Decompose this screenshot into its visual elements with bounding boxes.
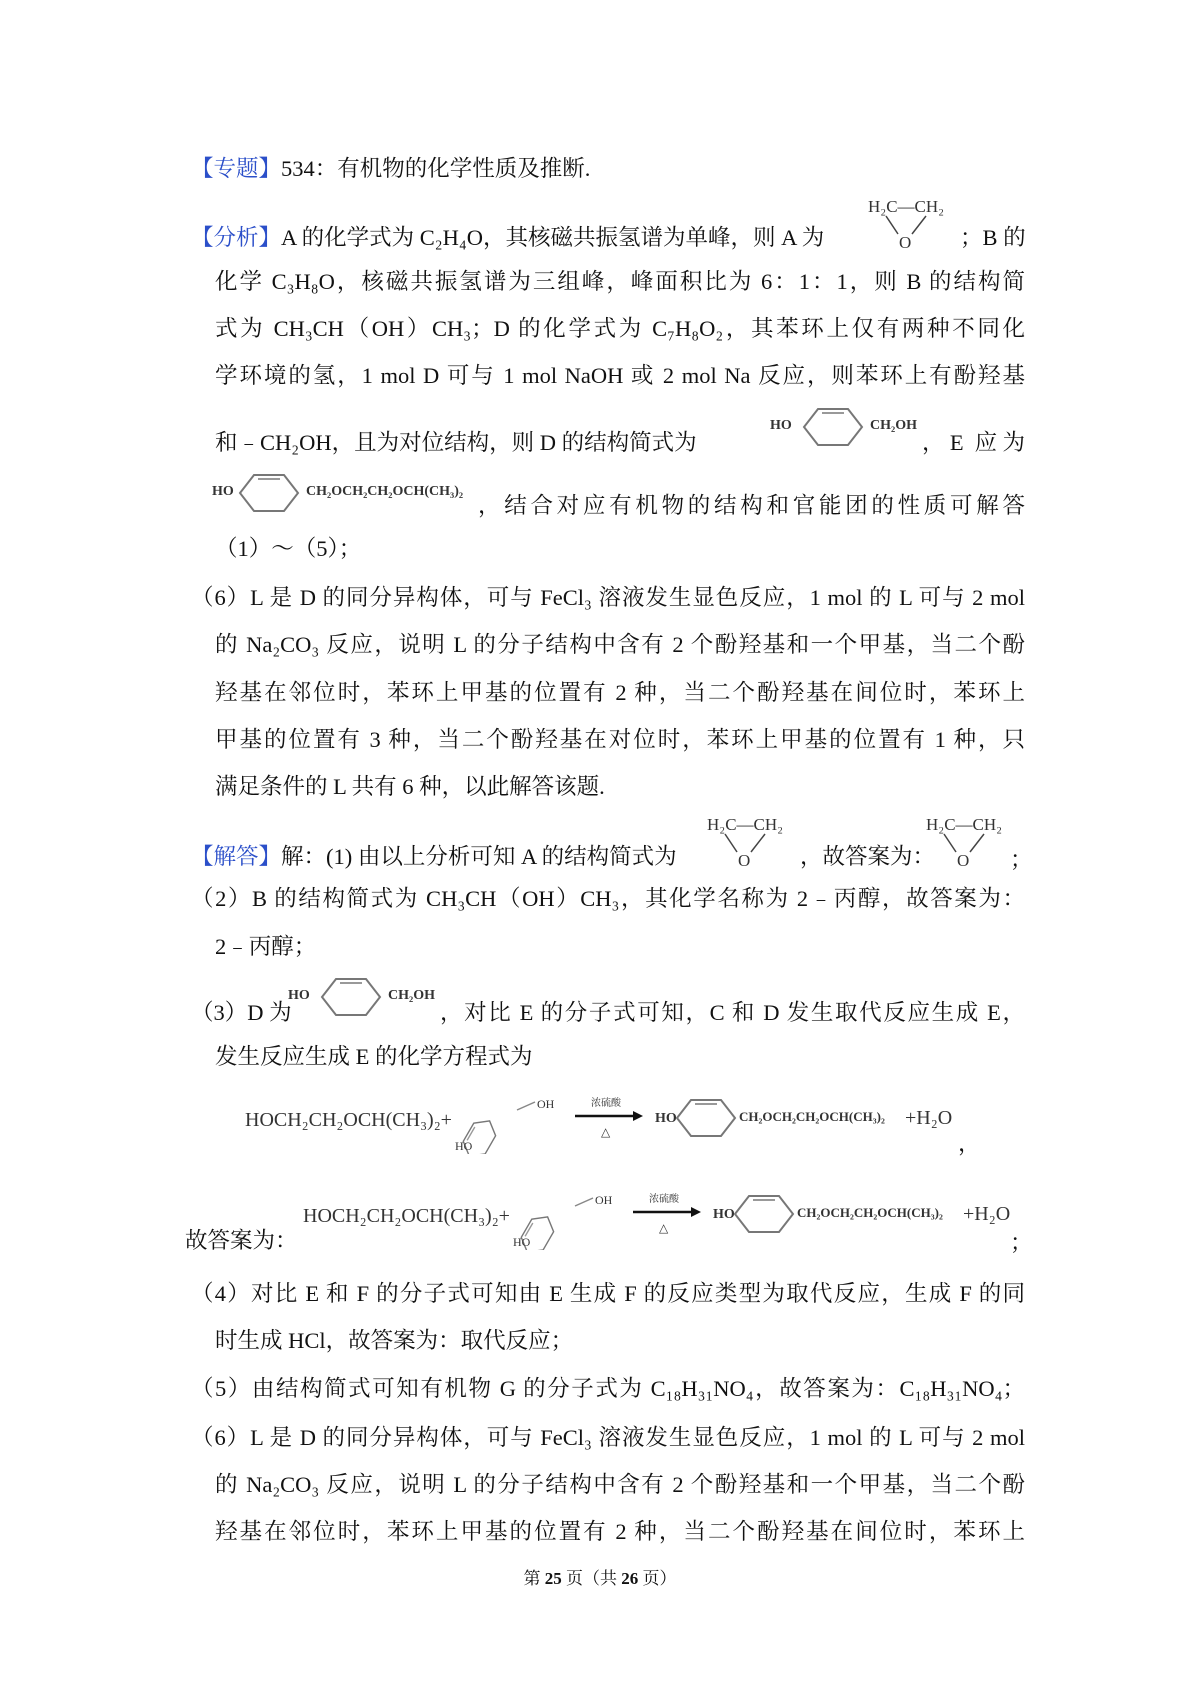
catalyst-label: 浓硫酸 [591,1098,621,1109]
analysis-line-3: 式为 CH₃CH（OH）CH₃；D 的化学式为 C₇H₈O₂，其苯环上仅有两种不同化 [215,316,1025,341]
label: OH [595,1193,613,1207]
analysis-line-7: （1）～（5）； [215,536,362,561]
label: CH₂OCH₂CH₂OCH(CH₃)₂ [739,1109,885,1124]
label: HO [513,1235,531,1249]
heat-label: △ [601,1125,611,1139]
label: CH₂OH [870,418,917,433]
water-label: +H₂O [905,1107,953,1129]
label: H₂C—CH₂ [926,815,1003,834]
answer-line-1 [191,843,677,871]
topic-text: 534：有机物的化学性质及推断. [281,156,591,181]
label: HO [455,1139,473,1153]
answer-tag: 【解答】 [191,844,282,869]
answer-p4-line-1: （4）对比 E 和 F 的分子式可知由 E 生成 F 的反应类型为取代反应，生成 F 的同 [191,1281,1025,1306]
label: HO [713,1207,735,1222]
structure-e [212,469,474,515]
footer-text: 页） [638,1569,677,1588]
catalyst-label: 浓硫酸 [649,1194,679,1205]
page-number: 25 [544,1569,562,1588]
answer-p6-line-2: 的 Na₂CO₃ 反应，说明 L 的分子结构中含有 2 个酚羟基和一个甲基，当二个酚 [215,1472,1025,1497]
label: HO [288,988,310,1003]
label: H₂C—CH₂ [868,197,945,216]
analysis-p6-line-5: 满足条件的 L 共有 6 种，以此解答该题. [215,774,605,799]
analysis-p6-line-1: （6）L 是 D 的同分异构体，可与 FeCl₃ 溶液发生显色反应，1 mol 的 L 可与 2 mol [191,585,1025,610]
equation-1-comma: ， [958,1131,981,1156]
analysis-line-1-end: ；B 的 [960,225,1026,250]
text: A 的化学式为 C₂H₄O，其核磁共振氢谱为单峰，则 A 为 [281,225,825,250]
topic-tag: 【专题】 [191,156,282,181]
footer-text: 第 [523,1569,545,1588]
reaction-equation-2 [303,1188,1023,1250]
analysis-line-1 [191,224,824,252]
analysis-tag: 【分析】 [191,225,282,250]
label: CH₂OCH₂CH₂OCH(CH₃)₂ [306,484,464,499]
epoxide-structure-answer [705,812,800,868]
label: O [957,851,970,868]
structure-d [770,403,920,449]
analysis-p6-line-3: 羟基在邻位时，苯环上甲基的位置有 2 种，当二个酚羟基在间位时，苯环上 [215,680,1025,705]
label: OH [537,1097,555,1111]
answer-p5-line: （5）由结构简式可知有机物 G 的分子式为 C₁₈H₃₁NO₄，故答案为：C₁₈H₃₁NO₄； [191,1376,1025,1401]
answer-label: 故答案为： [185,1228,298,1253]
label: HO [655,1111,677,1126]
text: 解：(1) 由以上分析可知 A 的结构简式为 [281,844,677,869]
equation-2-semicolon: ； [1010,1230,1033,1255]
epoxide-structure-a [866,194,961,250]
reagent-label: HOCH₂CH₂OCH(CH₃)₂+ [245,1109,452,1131]
label: H₂C—CH₂ [707,815,784,834]
label: O [899,233,912,250]
heat-label: △ [659,1221,669,1235]
answer-p6-line-1: （6）L 是 D 的同分异构体，可与 FeCl₃ 溶液发生显色反应，1 mol 的 L 可与 2 mol [191,1425,1025,1450]
analysis-p6-line-2: 的 Na₂CO₃ 反应，说明 L 的分子结构中含有 2 个酚羟基和一个甲基，当二个酚 [215,632,1025,657]
label: CH₂OCH₂CH₂OCH(CH₃)₂ [797,1205,943,1220]
answer-p2-line-1: （2）B 的结构简式为 CH₃CH（OH）CH₃，其化学名称为 2﹣丙醇，故答案为： [191,886,1025,911]
analysis-line-4: 学环境的氢，1 mol D 可与 1 mol NaOH 或 2 mol Na 反应，则苯环上有酚羟基 [215,363,1025,388]
water-label: +H₂O [963,1203,1011,1225]
analysis-line-6: ，结合对应有机物的结构和官能团的性质可解答 [478,493,1025,518]
analysis-line-5-end: ，E 应为 [922,430,1025,455]
answer-p3-line-1: （3）D 为 [191,1000,292,1025]
reaction-equation-1 [245,1092,965,1154]
analysis-line-5: 和﹣CH₂OH，且为对位结构，则 D 的结构简式为 [215,430,697,455]
label: O [738,851,751,868]
label: HO [212,484,234,499]
topic-line [191,155,590,183]
reagent-label: HOCH₂CH₂OCH(CH₃)₂+ [303,1205,510,1227]
label: HO [770,418,792,433]
answer-p3-line-1-end: ，对比 E 的分子式可知，C 和 D 发生取代反应生成 E， [440,1000,1025,1025]
answer-p3-line-2: 发生反应生成 E 的化学方程式为 [215,1044,533,1069]
analysis-p6-line-4: 甲基的位置有 3 种，当二个酚羟基在对位时，苯环上甲基的位置有 1 种，只 [215,727,1025,752]
total-pages: 26 [621,1569,639,1588]
answer-line-1-end: ； [1010,847,1033,872]
answer-p2-line-2: 2﹣丙醇； [215,934,317,959]
answer-p6-line-3: 羟基在邻位时，苯环上甲基的位置有 2 种，当二个酚羟基在间位时，苯环上 [215,1519,1025,1544]
structure-d-answer [288,973,438,1019]
page-footer [0,1564,1200,1589]
epoxide-structure-answer-2 [924,812,1019,868]
answer-p4-line-2: 时生成 HCl，故答案为：取代反应； [215,1328,574,1353]
label: CH₂OH [388,988,435,1003]
footer-text: 页（共 [561,1569,622,1588]
analysis-line-2: 化学 C₃H₈O，核磁共振氢谱为三组峰，峰面积比为 6：1：1，则 B 的结构简 [215,269,1025,294]
answer-line-1-mid: ，故答案为： [800,844,936,869]
